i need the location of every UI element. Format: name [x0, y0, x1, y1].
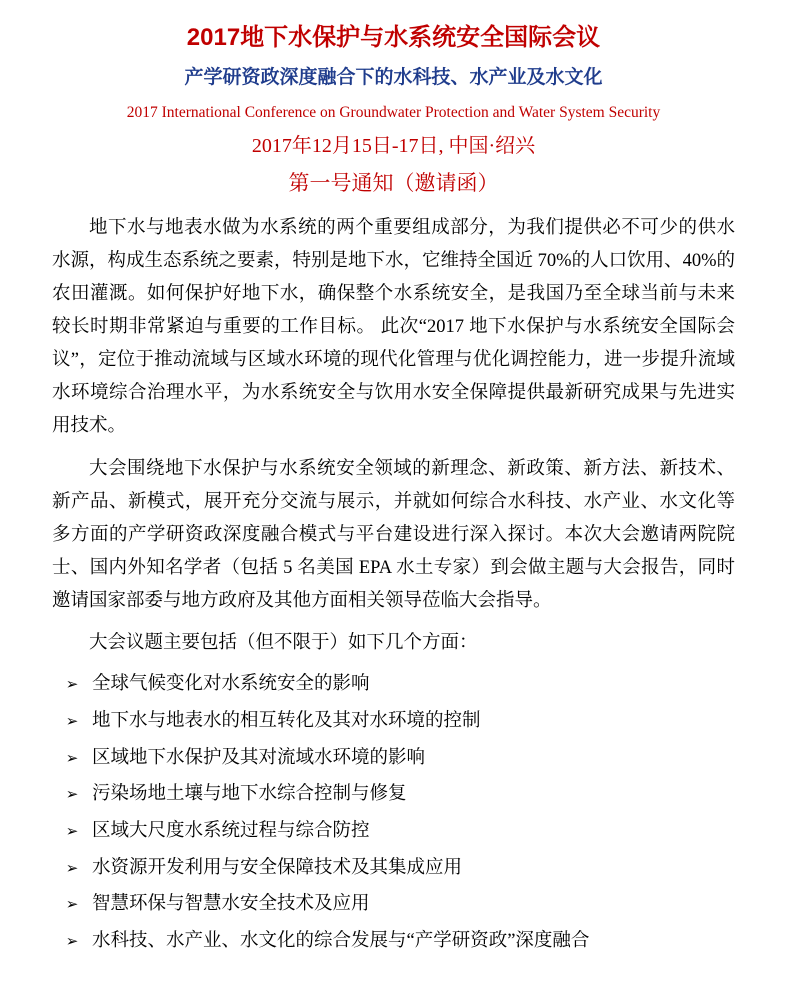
list-item-label: 水资源开发利用与安全保障技术及其集成应用 — [92, 857, 463, 878]
paragraph-2: 大会围绕地下水保护与水系统安全领域的新理念、新政策、新方法、新技术、新产品、新模式，展开充分交流与展示，并就如何综合水科技、水产业、水文化等多方面的产学研资政深度融合模式与平台建设进行深入探讨。本次大会邀请两院院士、国内外知名学者（包括 5 名美国 EPA 水土专家）到会做主题与大会报告，同时邀请国家部委与地方政府及其他方面相关领导莅临大会指导。 — [52, 458, 735, 611]
list-item-label: 智慧环保与智慧水安全技术及应用 — [92, 894, 370, 915]
conference-date-location: 2017年12月15日-17日, 中国·绍兴 — [251, 135, 536, 158]
arrow-bullet-icon: ➢ — [65, 677, 79, 694]
list-item — [52, 886, 735, 923]
list-item-label: 污染场地土壤与地下水综合控制与修复 — [92, 784, 407, 805]
list-item — [52, 703, 735, 740]
list-item-label: 全球气候变化对水系统安全的影响 — [92, 674, 370, 695]
page-subtitle: 产学研资政深度融合下的水科技、水产业及水文化 — [184, 66, 603, 88]
list-item-label: 水科技、水产业、水文化的综合发展与“产学研资政”深度融合 — [92, 931, 590, 952]
arrow-bullet-icon: ➢ — [65, 787, 79, 804]
arrow-bullet-icon: ➢ — [65, 824, 79, 841]
topics-list — [52, 666, 735, 959]
list-item — [52, 813, 735, 850]
list-item — [52, 740, 735, 777]
list-item-label: 地下水与地表水的相互转化及其对水环境的控制 — [92, 711, 481, 732]
topics-lead-in: 大会议题主要包括（但不限于）如下几个方面： — [89, 633, 478, 654]
page-title: 2017地下水保护与水系统安全国际会议 — [186, 24, 601, 51]
notice-heading: 第一号通知（邀请函） — [288, 171, 499, 196]
list-item-label: 区域大尺度水系统过程与综合防控 — [92, 821, 370, 842]
list-item — [52, 923, 735, 960]
arrow-bullet-icon: ➢ — [65, 897, 79, 914]
list-item — [52, 850, 735, 887]
arrow-bullet-icon: ➢ — [65, 750, 79, 767]
list-item — [52, 776, 735, 813]
arrow-bullet-icon: ➢ — [65, 714, 79, 731]
arrow-bullet-icon: ➢ — [65, 934, 79, 951]
arrow-bullet-icon: ➢ — [65, 860, 79, 877]
page-title-english: 2017 International Conference on Groundwater Protection and Water System Security — [126, 103, 661, 121]
list-item — [52, 666, 735, 703]
paragraph-1: 地下水与地表水做为水系统的两个重要组成部分，为我们提供必不可少的供水水源，构成生态系统之要素，特别是地下水，它维持全国近 70%的人口饮用、40%的农田灌溉。如何保护好地下水，确保整个水系统安全，是我国乃至全球当前与未来较长时期非常紧迫与重要的工作目标。 此次“2017 地下水保护与水系统安全国际会议”，定位于推动流域与区域水环境的现代化管理与优化调控能力，进一步提升流域水环境综合治理水平，为水系统安全与饮用水安全保障提供最新研究成果与先进实用技术。 — [52, 218, 735, 436]
list-item-label: 区域地下水保护及其对流域水环境的影响 — [92, 747, 426, 768]
